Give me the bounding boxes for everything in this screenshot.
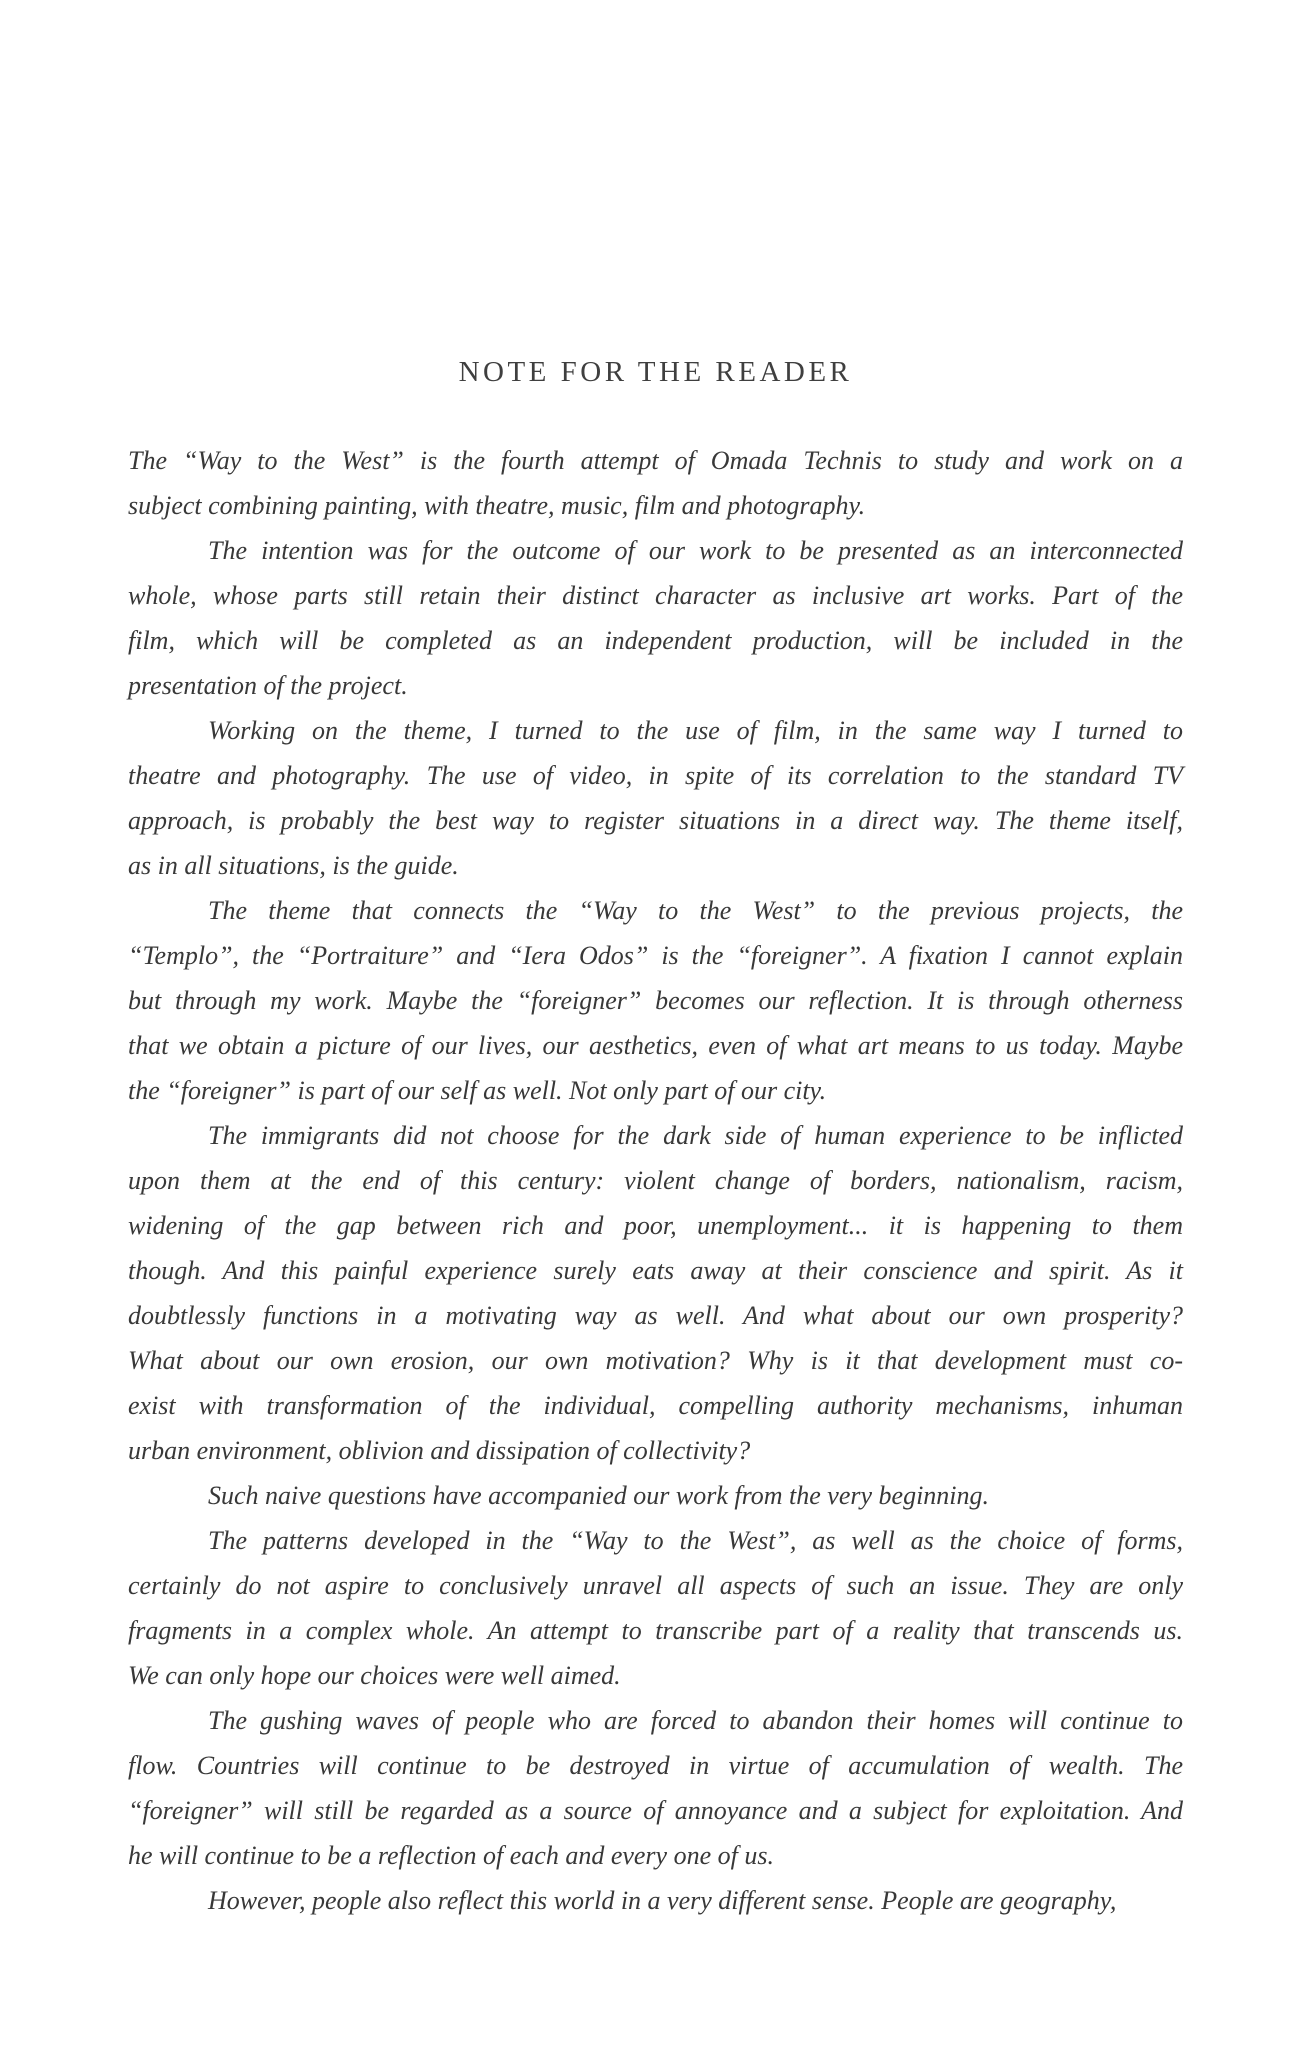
paragraph [128, 1518, 1183, 1698]
text-line: We can only hope our choices were well aimed. [128, 1661, 621, 1690]
text-line: the “foreigner” is part of our self as well. Not only part of our city. [128, 1076, 827, 1105]
text-line: The intention was for the outcome of our work to be presented as an interconnected [208, 536, 1183, 565]
text-line: upon them at the end of this century: violent change of borders, nationalism, racism, [128, 1166, 1183, 1195]
page-title: NOTE FOR THE READER [458, 356, 853, 388]
text-line: doubtlessly functions in a motivating way as well. And what about our own prosperity? [128, 1301, 1183, 1330]
text-line: film, which will be completed as an independent production, will be included in the [128, 626, 1183, 655]
text-line: What about our own erosion, our own motivation? Why is it that development must co- [128, 1346, 1183, 1375]
text-line: presentation of the project. [128, 671, 408, 700]
text-line: The “Way to the West” is the fourth attempt of Omada Technis to study and work on a [128, 446, 1183, 475]
paragraph [128, 888, 1183, 1113]
paragraph [128, 528, 1183, 708]
text-line: that we obtain a picture of our lives, our aesthetics, even of what art means to us today. Maybe [128, 1031, 1183, 1060]
text-line: widening of the gap between rich and poor, unemployment... it is happening to them [128, 1211, 1183, 1240]
paragraph [128, 1698, 1183, 1878]
text-line: though. And this painful experience surely eats away at their conscience and spirit. As it [128, 1256, 1183, 1285]
text-line: approach, is probably the best way to register situations in a direct way. The theme itself, [128, 806, 1183, 835]
text-line: The theme that connects the “Way to the West” to the previous projects, the [208, 896, 1183, 925]
text-line: However, people also reflect this world in a very different sense. People are geography, [208, 1886, 1117, 1915]
text-line: he will continue to be a reflection of each and every one of us. [128, 1841, 774, 1870]
paragraph [128, 1113, 1183, 1473]
body-text [128, 438, 1183, 1923]
paragraph [128, 438, 1183, 528]
text-line: subject combining painting, with theatre, music, film and photography. [128, 491, 866, 520]
text-line: certainly do not aspire to conclusively unravel all aspects of such an issue. They are only [128, 1571, 1183, 1600]
text-line: fragments in a complex whole. An attempt to transcribe part of a reality that transcends us. [128, 1616, 1183, 1645]
text-line: theatre and photography. The use of video, in spite of its correlation to the standard TV [128, 761, 1183, 790]
text-line: Such naive questions have accompanied our work from the very beginning. [208, 1481, 990, 1510]
text-line: whole, whose parts still retain their distinct character as inclusive art works. Part of the [128, 581, 1183, 610]
text-line: The patterns developed in the “Way to the West”, as well as the choice of forms, [208, 1526, 1183, 1555]
text-line: “Templo”, the “Portraiture” and “Iera Odos” is the “foreigner”. A fixation I cannot explain [128, 941, 1183, 970]
text-line: exist with transformation of the individual, compelling authority mechanisms, inhuman [128, 1391, 1183, 1420]
text-line: The immigrants did not choose for the dark side of human experience to be inflicted [208, 1121, 1183, 1150]
paragraph [128, 1473, 1183, 1518]
paragraph [128, 708, 1183, 888]
text-line: but through my work. Maybe the “foreigner” becomes our reflection. It is through otherness [128, 986, 1183, 1015]
text-line: The gushing waves of people who are forced to abandon their homes will continue to [208, 1706, 1183, 1735]
text-line: urban environment, oblivion and dissipation of collectivity? [128, 1436, 751, 1465]
text-line: as in all situations, is the guide. [128, 851, 459, 880]
text-line: flow. Countries will continue to be destroyed in virtue of accumulation of wealth. The [128, 1751, 1183, 1780]
text-line: Working on the theme, I turned to the use of film, in the same way I turned to [208, 716, 1183, 745]
paragraph [128, 1878, 1183, 1923]
text-line: “foreigner” will still be regarded as a source of annoyance and a subject for exploitation. And [128, 1796, 1183, 1825]
